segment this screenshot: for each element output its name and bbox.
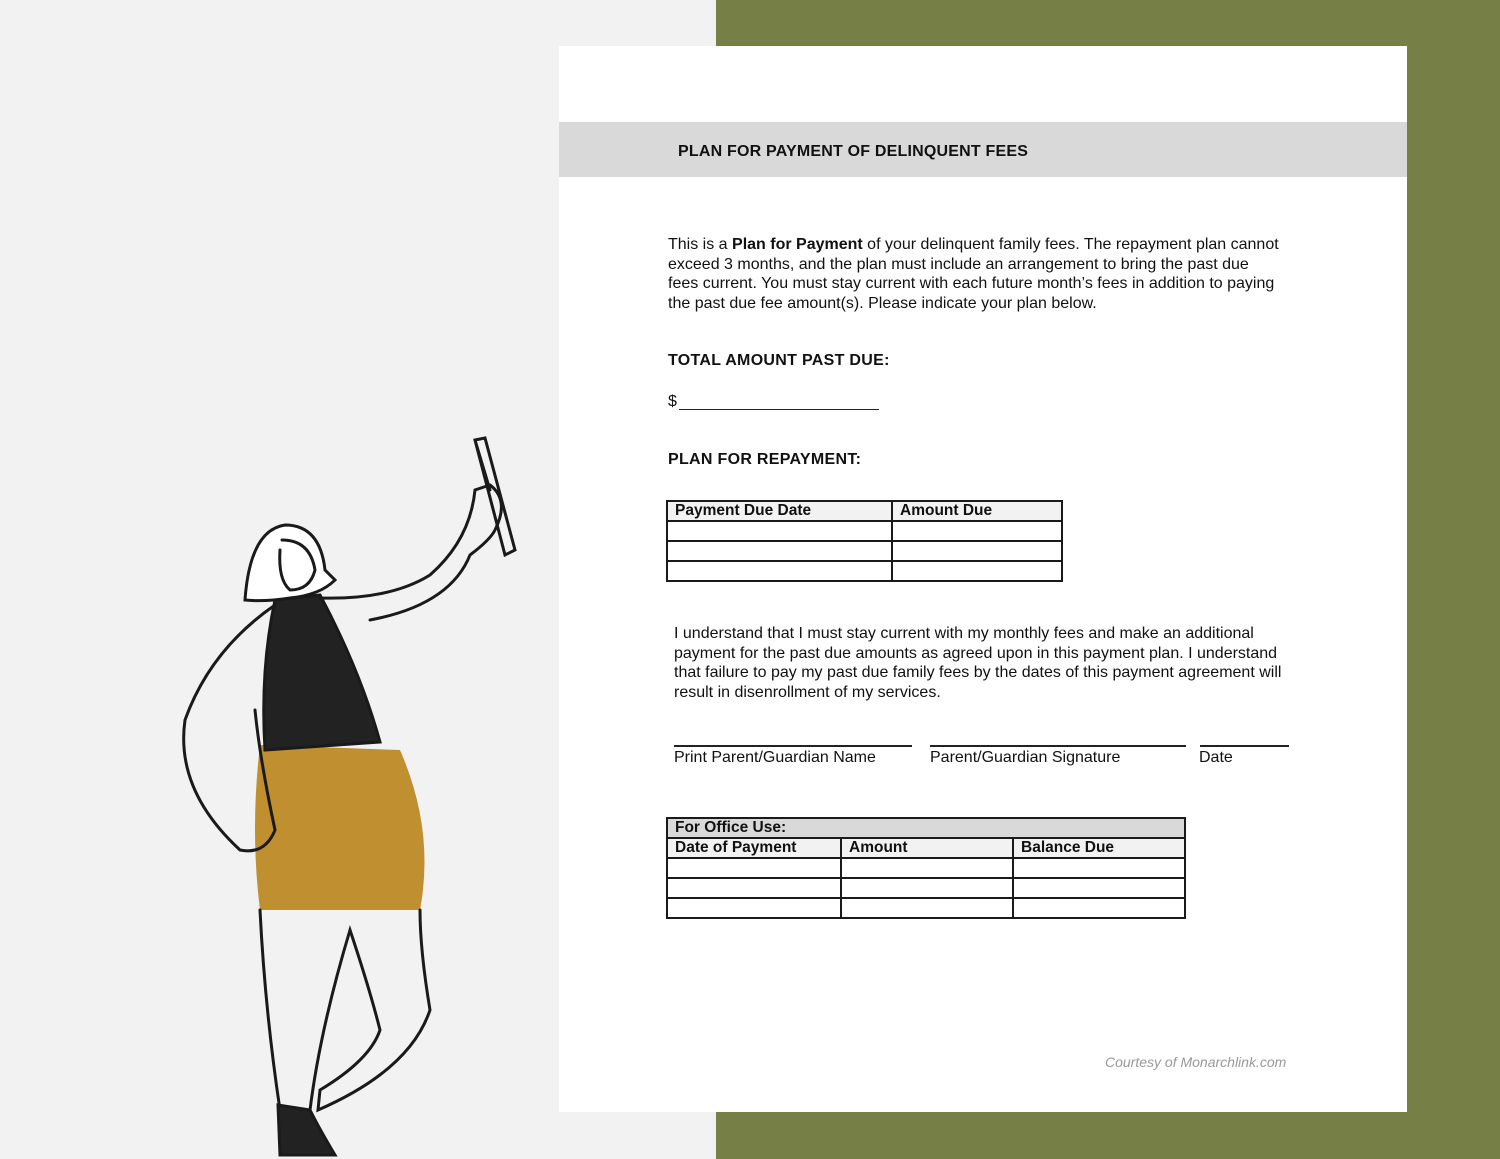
document-title: PLAN FOR PAYMENT OF DELINQUENT FEES [678,143,1029,160]
header-date-of-payment: Date of Payment [667,838,841,858]
table-cell[interactable] [892,521,1062,541]
table-cell[interactable] [841,878,1013,898]
table-header-row [667,838,1185,858]
signature-line[interactable] [930,745,1186,747]
header-amount: Amount [841,838,1013,858]
date-line[interactable] [1200,745,1289,747]
table-header-row [667,501,1062,521]
dollar-sign: $ [668,393,677,410]
table-cell[interactable] [1013,878,1185,898]
repayment-table [666,500,1063,582]
office-title-row [667,818,1185,838]
print-name-label: Print Parent/Guardian Name [674,749,876,766]
date-label: Date [1199,749,1233,766]
intro-text-rest: of your delinquent family fees. The repayment plan cannot exceed 3 months, and the plan must include an arrangement to bring the past due fees current. You must stay current with each future month’s fees in addition to paying the past due fee amount(s). Please indicate your plan below. [668,236,1279,312]
table-cell[interactable] [1013,858,1185,878]
table-cell[interactable] [667,878,841,898]
courtesy-credit: Courtesy of Monarchlink.com [1105,1054,1287,1070]
intro-bold: Plan for Payment [732,236,863,253]
woman-thumbs-up-illustration [170,430,550,1159]
table-cell[interactable] [667,858,841,878]
agreement-paragraph: I understand that I must stay current with my monthly fees and make an additional payment for the past due amounts as agreed upon in this payment plan. I understand that failure to pay my past due family fees by the dates of this payment agreement will result in disenrollment of my services. [674,625,1282,701]
table-row [667,858,1185,878]
signature-label: Parent/Guardian Signature [930,749,1121,766]
table-cell[interactable] [841,898,1013,918]
intro-text: This is a [668,236,733,253]
table-cell[interactable] [667,521,892,541]
table-cell[interactable] [667,541,892,561]
print-name-line[interactable] [674,745,912,747]
plan-repayment-heading: PLAN FOR REPAYMENT: [668,451,862,468]
office-use-table [666,817,1186,919]
table-cell[interactable] [892,541,1062,561]
document-page [559,46,1407,1112]
table-cell[interactable] [667,561,892,581]
total-past-due-heading: TOTAL AMOUNT PAST DUE: [668,352,890,369]
office-use-title: For Office Use: [667,818,1185,838]
table-cell[interactable] [841,858,1013,878]
header-amount-due: Amount Due [892,501,1062,521]
header-payment-due-date: Payment Due Date [667,501,892,521]
header-balance-due: Balance Due [1013,838,1185,858]
table-row [667,521,1062,541]
total-amount-field[interactable] [679,409,879,410]
table-cell[interactable] [1013,898,1185,918]
table-row [667,541,1062,561]
table-cell[interactable] [892,561,1062,581]
table-row [667,878,1185,898]
table-row [667,898,1185,918]
table-cell[interactable] [667,898,841,918]
intro-paragraph [668,235,1283,313]
table-row [667,561,1062,581]
